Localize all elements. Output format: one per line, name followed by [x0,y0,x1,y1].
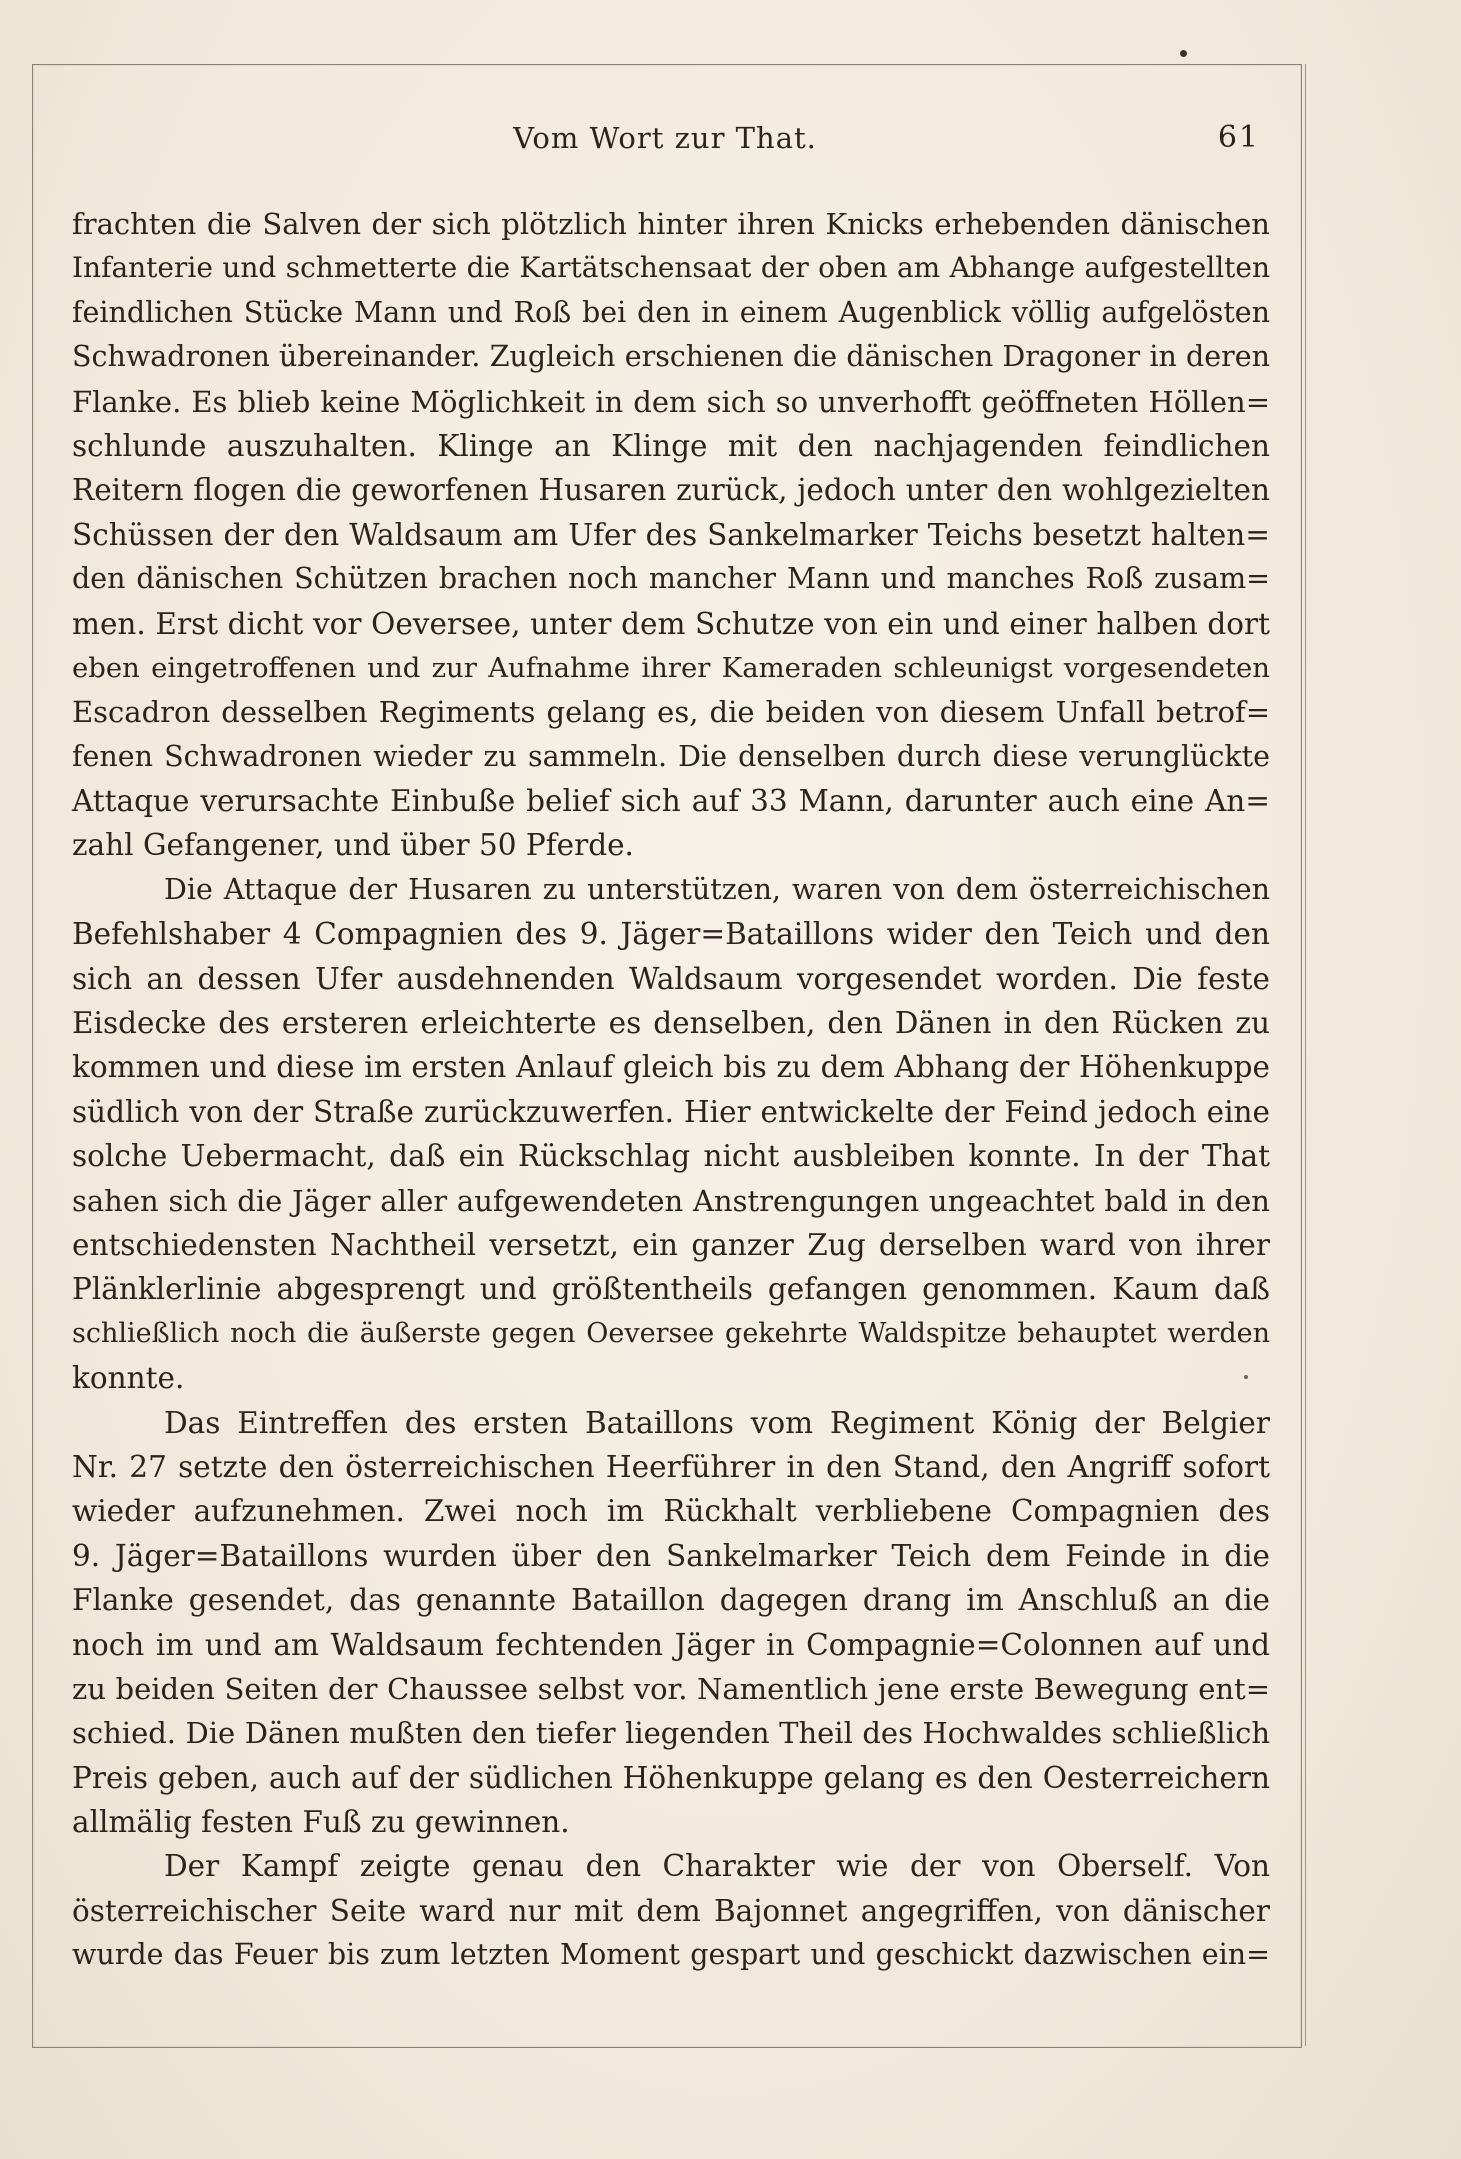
text-line: 9. Jäger=Bataillons wurden über den Sankelmarker Teich dem Feinde in die [72,1538,1270,1573]
text-line: frachten die Salven der sich plötzlich hinter ihren Knicks erhebenden dänischen [72,207,1270,241]
text-line: feindlichen Stücke Mann und Roß bei den in einem Augenblick völlig aufgelösten [72,295,1270,329]
page-border-right-rule [1305,64,1306,2046]
text-line: Preis geben, auch auf der südlichen Höhenkuppe gelang es den Oesterreichern [72,1760,1270,1795]
text-line: schied. Die Dänen mußten den tiefer liegenden Theil des Hochwaldes schließlich [72,1716,1270,1751]
text-line: Der Kampf zeigte genau den Charakter wie der von Oberself. Von [164,1849,1270,1884]
text-line: kommen und diese im ersten Anlauf gleich bis zu dem Abhang der Höhenkuppe [72,1050,1270,1085]
text-line: Eisdecke des ersteren erleichterte es denselben, den Dänen in den Rücken zu [72,1006,1270,1041]
text-line: wurde das Feuer bis zum letzten Moment gespart und geschickt dazwischen ein= [72,1938,1270,1972]
text-line: eben eingetroffenen und zur Aufnahme ihrer Kameraden schleunigst vorgesendeten [72,651,1270,684]
ink-speck [1180,50,1187,57]
text-line: Flanke. Es blieb keine Möglichkeit in dem sich so unverhofft geöffneten Höllen= [72,384,1270,419]
text-line: den dänischen Schützen brachen noch mancher Mann und manches Roß zusam= [72,562,1270,596]
running-title: Vom Wort zur That. [513,121,817,155]
text-line: österreichischer Seite ward nur mit dem Bajonnet angegriffen, von dänischer [72,1893,1270,1928]
text-line: schließlich noch die äußerste gegen Oeversee gekehrte Waldspitze behauptet werden [72,1317,1270,1349]
text-line: konnte. [72,1361,185,1396]
text-line: noch im und am Waldsaum fechtenden Jäger in Compagnie=Colonnen auf und [72,1627,1270,1662]
text-line: Das Eintreffen des ersten Bataillons vom Regiment König der Belgier [164,1405,1270,1440]
text-line: Befehlshaber 4 Compagnien des 9. Jäger=Bataillons wider den Teich und den [72,917,1270,952]
text-line: fenen Schwadronen wieder zu sammeln. Die denselben durch diese verunglückte [72,739,1270,773]
text-line: sich an dessen Ufer ausdehnenden Waldsaum vorgesendet worden. Die feste [72,961,1270,996]
text-line: entschiedensten Nachtheil versetzt, ein ganzer Zug derselben ward von ihrer [72,1227,1270,1262]
text-line: Plänklerlinie abgesprengt und größtentheils gefangen genommen. Kaum daß [72,1272,1270,1307]
page-header [70,118,1260,158]
page-number: 61 [1217,120,1260,155]
text-line: schlunde auszuhalten. Klinge an Klinge mit den nachjagenden feindlichen [72,428,1270,463]
text-line: Infanterie und schmetterte die Kartätschensaat der oben am Abhange aufgestellten [72,251,1270,285]
text-line: Escadron desselben Regiments gelang es, die beiden von diesem Unfall betrof= [72,695,1270,730]
text-line: zu beiden Seiten der Chaussee selbst vor. Namentlich jene erste Bewegung ent= [72,1671,1270,1706]
text-line: zahl Gefangener, und über 50 Pferde. [72,828,634,863]
margin-mark [1244,1375,1248,1379]
text-line: Schüssen der den Waldsaum am Ufer des Sankelmarker Teichs besetzt halten= [72,517,1270,552]
text-line: wieder aufzunehmen. Zwei noch im Rückhalt verbliebene Compagnien des [72,1494,1270,1529]
text-line: Die Attaque der Husaren zu unterstützen, waren von dem österreichischen [164,872,1270,906]
text-line: Attaque verursachte Einbuße belief sich auf 33 Mann, darunter auch eine An= [72,784,1270,819]
text-line: Reitern flogen die geworfenen Husaren zurück, jedoch unter den wohlgezielten [72,473,1270,508]
text-line: südlich von der Straße zurückzuwerfen. Hier entwickelte der Feind jedoch eine [72,1094,1270,1129]
text-line: Schwadronen übereinander. Zugleich erschienen die dänischen Dragoner in deren [72,340,1270,374]
text-line: men. Erst dicht vor Oeversee, unter dem Schutze von ein und einer halben dort [72,606,1270,641]
text-line: sahen sich die Jäger aller aufgewendeten Anstrengungen ungeachtet bald in den [72,1183,1270,1218]
text-line: Nr. 27 setzte den österreichischen Heerführer in den Stand, den Angriff sofort [72,1449,1270,1484]
body-text [72,202,1270,1978]
text-line: solche Uebermacht, daß ein Rückschlag nicht ausbleiben konnte. In der That [72,1139,1270,1174]
text-line: allmälig festen Fuß zu gewinnen. [72,1805,570,1840]
text-line: Flanke gesendet, das genannte Bataillon dagegen drang im Anschluß an die [72,1583,1270,1618]
